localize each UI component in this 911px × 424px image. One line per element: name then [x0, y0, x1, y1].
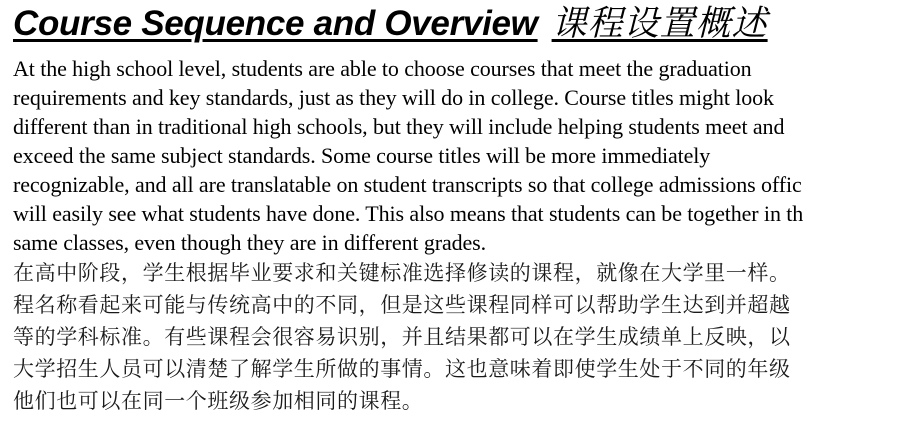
- paragraph-chinese-line: 程名称看起来可能与传统高中的不同，但是这些课程同样可以帮助学生达到并超越: [13, 293, 791, 317]
- document-page: [13, 2, 911, 417]
- paragraph-english-line: requirements and key standards, just as they will do in college. Course titles might look: [13, 85, 774, 110]
- paragraph-chinese-line: 大学招生人员可以清楚了解学生所做的事情。这也意味着即使学生处于不同的年级: [13, 357, 791, 381]
- paragraph-chinese-line: 他们也可以在同一个班级参加相同的课程。: [13, 389, 424, 413]
- paragraph-english-line: At the high school level, students are able to choose courses that meet the graduation: [13, 56, 752, 81]
- paragraph-english-line: same classes, even though they are in different grades.: [13, 230, 487, 255]
- paragraph-english-line: will easily see what students have done. This also means that students can be together in th: [13, 201, 804, 226]
- section-heading: [13, 2, 911, 48]
- heading-english: Course Sequence and Overview: [13, 4, 538, 43]
- paragraph-english: [13, 54, 911, 257]
- paragraph-chinese: [13, 257, 911, 417]
- paragraph-english-line: exceed the same subject standards. Some course titles will be more immediately: [13, 143, 711, 168]
- paragraph-english-line: recognizable, and all are translatable on student transcripts so that college admissions offic: [13, 172, 802, 197]
- paragraph-chinese-line: 等的学科标准。有些课程会很容易识别，并且结果都可以在学生成绩单上反映，以: [13, 325, 791, 349]
- heading-chinese: 课程设置概述: [551, 4, 768, 44]
- paragraph-english-line: different than in traditional high schools, but they will include helping students meet and: [13, 114, 785, 139]
- paragraph-chinese-line: 在高中阶段，学生根据毕业要求和关键标准选择修读的课程，就像在大学里一样。: [13, 261, 791, 285]
